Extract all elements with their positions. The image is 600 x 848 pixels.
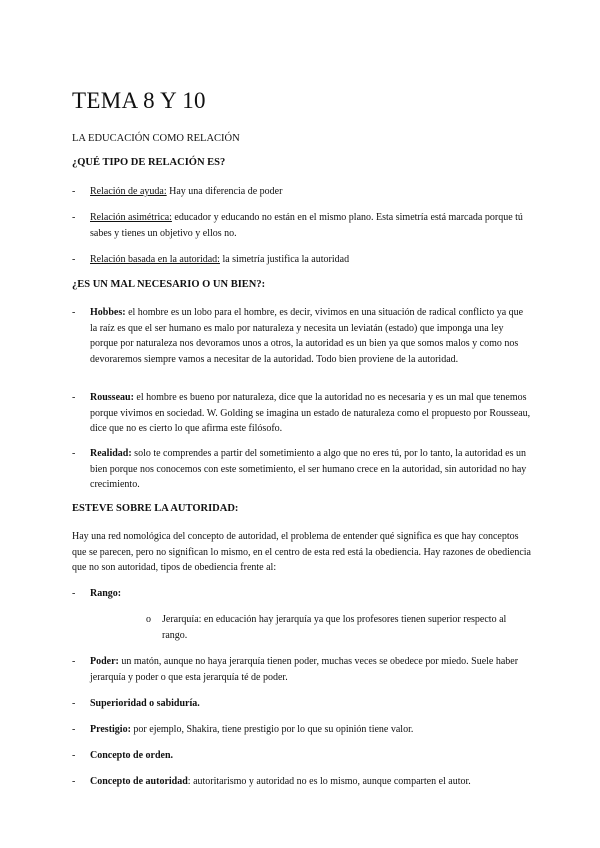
list-item: - Relación basada en la autoridad: la simetría justifica la autoridad [72, 254, 350, 265]
sub-list-item: o Jerarquía: en educación hay jerarquía ya que los profesores tienen superior respecto al rango. [146, 614, 507, 641]
section-heading-relation-type: ¿QUÉ TIPO DE RELACIÓN ES? [72, 157, 226, 168]
list-item: - Relación de ayuda: Hay una diferencia de poder [72, 186, 283, 197]
paragraph: Hay una red nomológica del concepto de autoridad, el problema de entender qué significa es que hay conceptos que se parecen, pero no significan lo mismo, en el centro de esta red está la obediencia. Hay razones de obediencia que no son autoridad, tipos de obediencia frente al: [72, 531, 531, 573]
list-item: - Relación asimétrica: educador y educando no están en el mismo plano. Esta simetría está marcada porque tú sabes y tienes un objetivo y ellos no. [72, 212, 523, 239]
list-item: - Rousseau: el hombre es bueno por naturaleza, dice que la autoridad no es necesaria y es un mal que tenemos porque vivimos en sociedad. W. Golding se imagina un estado de naturaleza como el propuesto por Rousseau, dice que no es cierto lo que afirma este filósofo. [72, 392, 531, 434]
list-item: - Prestigio: por ejemplo, Shakira, tiene prestigio por lo que su opinión tiene valor. [72, 724, 414, 735]
list-item: - Superioridad o sabiduría. [72, 698, 200, 709]
list-item: - Concepto de autoridad: autoritarismo y autoridad no es lo mismo, aunque comparten el autor. [72, 776, 471, 787]
list-item: - Poder: un matón, aunque no haya jerarquía tienen poder, muchas veces se obedece por miedo. Suele haber jerarquía y poder o que esta jerarquía té de poder. [72, 656, 519, 683]
section-heading-esteve: ESTEVE SOBRE LA AUTORIDAD: [72, 503, 239, 514]
list-item: - Rango: [72, 588, 122, 599]
subtitle: LA EDUCACIÓN COMO RELACIÓN [72, 133, 240, 144]
list-item: - Realidad: solo te comprendes a partir del sometimiento a algo que no eres tú, por lo tanto, la autoridad es un bien porque nos conocemos con este sometimiento, el ser humano crece en la autoridad, sin autoridad no hay crecimiento. [72, 448, 527, 490]
section-heading-necessary-evil: ¿ES UN MAL NECESARIO O UN BIEN?: [72, 279, 266, 290]
list-item: - Hobbes: el hombre es un lobo para el hombre, es decir, vivimos en una situación de radical conflicto ya que la raíz es que el ser humano es malo por naturaleza y necesita un leviatán (estado) que imponga una ley porque por naturaleza nos devoramos unos a otros, la autoridad es un bien ya que somos malos y como nos devoraremos siempre vamos a necesitar de la autoridad. Todo bien proviene de la autoridad. [72, 307, 524, 365]
page-title: TEMA 8 Y 10 [72, 88, 206, 113]
list-item: - Concepto de orden. [72, 750, 174, 761]
